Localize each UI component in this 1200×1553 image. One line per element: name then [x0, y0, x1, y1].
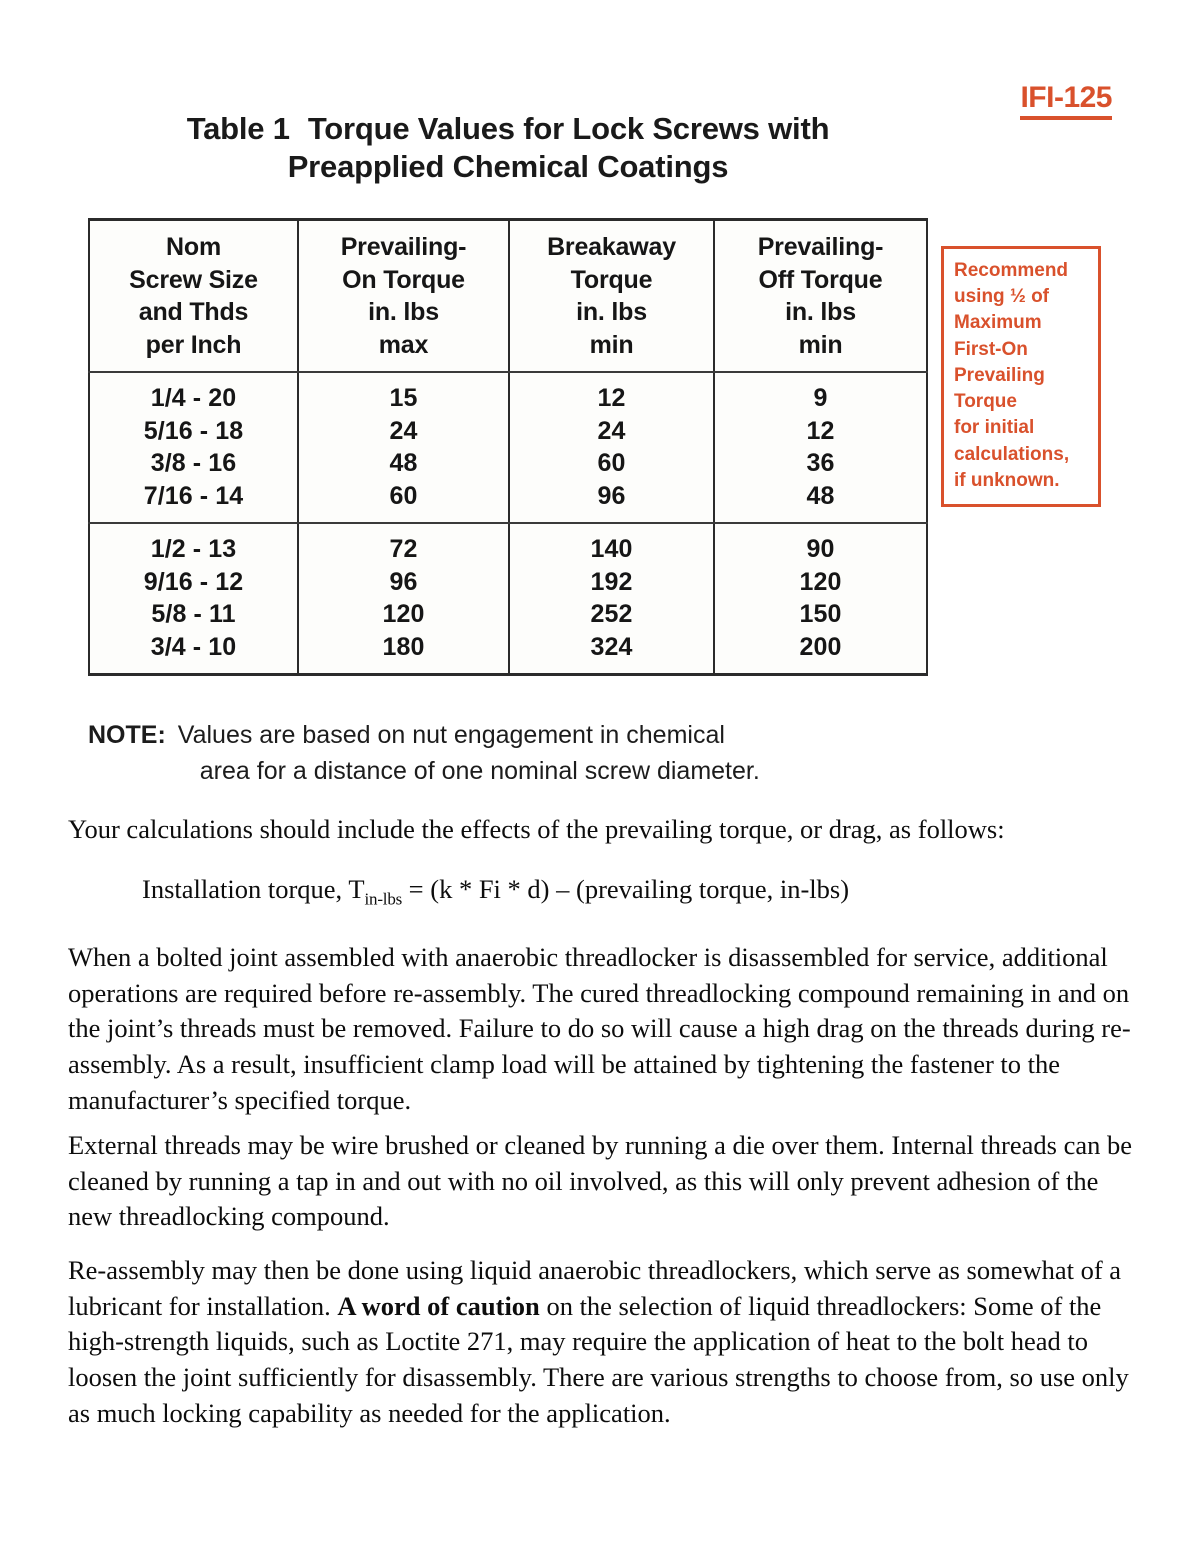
caution-emphasis: A word of caution: [337, 1290, 540, 1321]
column-header-screw-size: Nom Screw Size and Thds per Inch: [89, 220, 298, 373]
formula-suffix: = (k * Fi * d) – (prevailing torque, in-lbs): [402, 874, 850, 904]
cell-screw-sizes-group2: 1/2 - 13 9/16 - 12 5/8 - 11 3/4 - 10: [89, 523, 298, 675]
table-row-group-coarse-large: [89, 523, 927, 675]
column-header-prevailing-on-torque: Prevailing- On Torque in. lbs max: [298, 220, 509, 373]
document-code-label: IFI-125: [1020, 82, 1112, 120]
table-note-label: NOTE:: [88, 721, 166, 749]
table-row-group-coarse-small: [89, 372, 927, 523]
cell-prevailing-on-group2: 72 96 120 180: [298, 523, 509, 675]
paragraph-thread-cleaning: External threads may be wire brushed or cleaned by running a die over them. Internal threads can be cleaned by running a tap in and out with no oil involved, as this will only prevent adhesion of the new threadlocking compound.: [68, 1130, 1132, 1232]
cell-breakaway-group2: 140 192 252 324: [509, 523, 714, 675]
cell-breakaway-group1: 12 24 60 96: [509, 372, 714, 523]
paragraph-disassembly: When a bolted joint assembled with anaerobic threadlocker is disassembled for service, additional operations are required before re-assembly. The cured threadlocking compound remaining in and on the joint’s threads must be removed. Failure to do so will cause a high drag on the threads during re-assembly. As a result, insufficient clamp load will be attained by tightening the fastener to the manufacturer’s specified torque.: [68, 942, 1131, 1115]
cell-prevailing-on-group1: 15 24 48 60: [298, 372, 509, 523]
paragraph-reassembly: [68, 1253, 1133, 1431]
table-header: [89, 220, 927, 373]
torque-values-table: [88, 218, 928, 676]
column-header-prevailing-off-torque: Prevailing- Off Torque in. lbs min: [714, 220, 927, 373]
installation-torque-formula: [142, 872, 1142, 911]
formula-prefix: Installation torque, T: [142, 874, 365, 904]
paragraph-reassembly-text: [68, 1253, 1133, 1431]
table-header-row: [89, 220, 927, 373]
reassembly-text-part1: Re-assembly may then be done using liquid anaerobic threadlockers, which serve as somewhat of a lubricant for installation.: [68, 1255, 1122, 1321]
cell-screw-sizes-group1: 1/4 - 20 5/16 - 18 3/8 - 16 7/16 - 14: [89, 372, 298, 523]
table-title: [88, 110, 928, 186]
column-header-breakaway-torque: Breakaway Torque in. lbs min: [509, 220, 714, 373]
lead-paragraph: Your calculations should include the effects of the prevailing torque, or drag, as follows:: [68, 814, 1005, 844]
table-note: [88, 718, 948, 789]
table-note-body: Values are based on nut engagement in chemical area for a distance of one nominal screw diameter.: [177, 721, 760, 785]
table-body: [89, 372, 927, 675]
recommendation-callout: Recommend using ½ of Maximum First-On Prevailing Torque for initial calculations, if unknown.: [941, 246, 1101, 507]
table-title-number: Table 1: [186, 111, 290, 146]
table-title-text-line1: Torque Values for Lock Screws with: [307, 111, 830, 146]
cell-prevailing-off-group1: 9 12 36 48: [714, 372, 927, 523]
table-title-text-line2: Preapplied Chemical Coatings: [287, 148, 729, 184]
reassembly-text-part2: on the selection of liquid threadlockers: Some of the high-strength liquids, such as Loctite 271, may require the application of heat to the bolt head to loosen the joint sufficiently for disassembly. There are various strengths to choose from, so use only as much locking capability as needed for the application.: [68, 1290, 1129, 1428]
formula-subscript: in-lbs: [364, 889, 403, 909]
cell-prevailing-off-group2: 90 120 150 200: [714, 523, 927, 675]
